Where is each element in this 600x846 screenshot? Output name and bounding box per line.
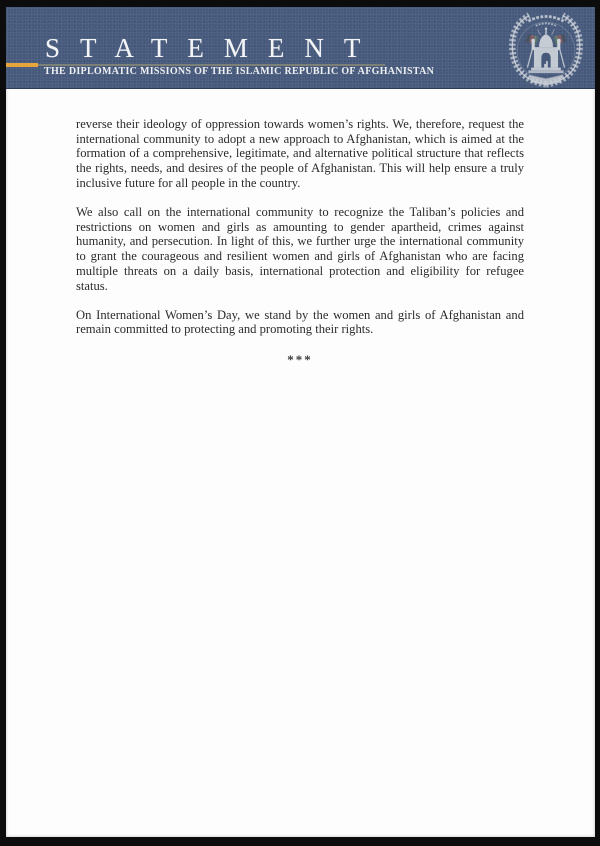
statement-title: STATEMENT — [45, 33, 381, 63]
document-page — [6, 7, 595, 837]
statement-masthead — [6, 7, 595, 89]
gold-accent-bar — [6, 63, 38, 67]
statement-subtitle: THE DIPLOMATIC MISSIONS OF THE ISLAMIC REPUBLIC OF AFGHANISTAN — [44, 66, 435, 77]
statement-body — [6, 88, 595, 368]
end-mark: *** — [287, 352, 313, 368]
paragraph-3: On International Women’s Day, we stand by the women and girls of Afghanistan and remain committed to protecting and promoting their rights. — [76, 307, 524, 337]
afghanistan-national-emblem-icon — [504, 10, 588, 88]
paragraph-2: We also call on the international community to recognize the Taliban’s policies and restrictions on women and girls as amounting to gender apartheid, crimes against humanity, and persecution. In light of this, we further urge the international community to grant the courageous and resilient women and girls of Afghanistan who are facing multiple threats on a daily basis, international protection and eligibility for refugee status. — [76, 205, 524, 293]
paragraph-1: reverse their ideology of oppression towards women’s rights. We, therefore, request the international community to adopt a new approach to Afghanistan, which is aimed at the formation of a comprehensive, legitimate, and alternative political structure that reflects the rights, needs, and desires of the people of Afghanistan. This will help ensure a truly inclusive future for all people in the country. — [76, 117, 524, 190]
